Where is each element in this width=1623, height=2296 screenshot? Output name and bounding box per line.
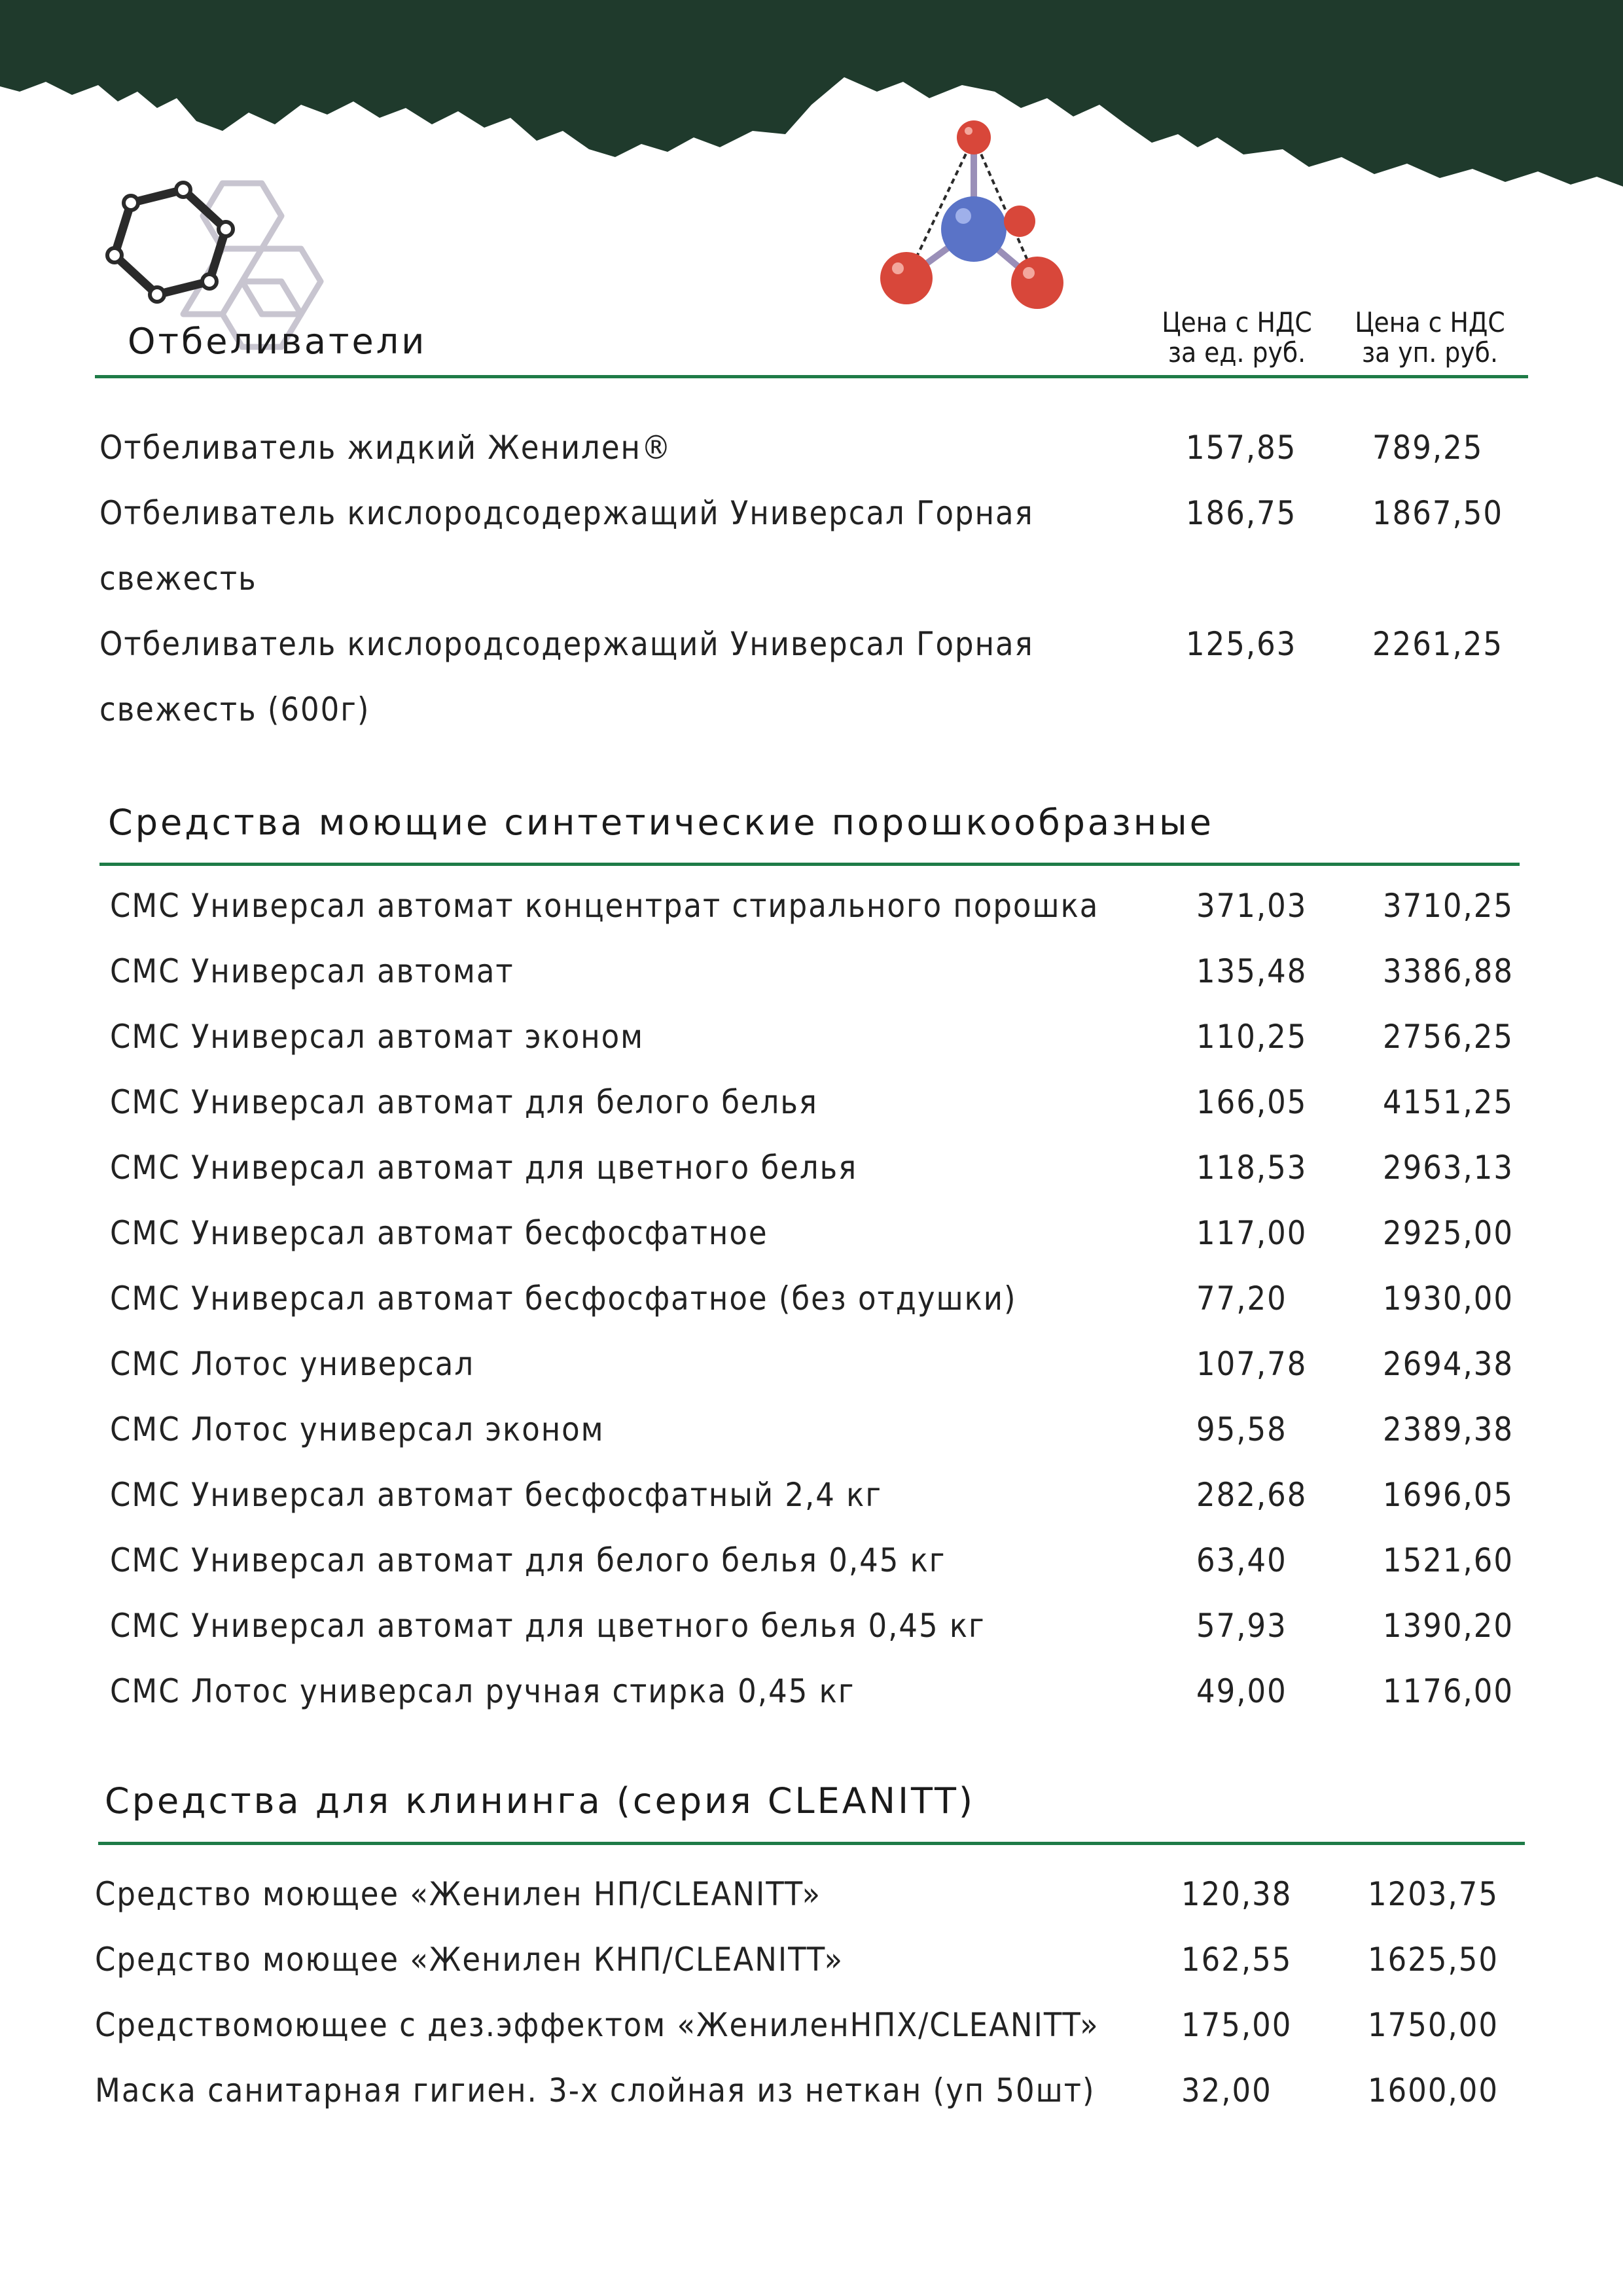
product-name: СМС Универсал автомат для белого белья 0,45 кг [110, 1541, 946, 1579]
unit-price: 282,68 [1196, 1476, 1308, 1514]
unit-price: 120,38 [1181, 1875, 1293, 1913]
pack-price: 1696,05 [1383, 1476, 1514, 1514]
product-name: СМС Универсал автомат для цветного белья [110, 1149, 858, 1187]
section-divider [98, 1842, 1525, 1845]
pack-price: 1750,00 [1368, 2006, 1499, 2044]
unit-price: 157,85 [1186, 429, 1297, 467]
pack-price: 1521,60 [1383, 1541, 1514, 1579]
product-name: Отбеливатель кислородсодержащий Универсал Горная [99, 494, 1034, 532]
pack-price: 1390,20 [1383, 1607, 1514, 1645]
pack-price: 1625,50 [1368, 1941, 1499, 1979]
product-name: Средствомоющее с дез.эффектом «ЖениленНПХ/CLEANITT» [95, 2006, 1099, 2044]
product-name: Отбеливатель кислородсодержащий Универсал Горная [99, 625, 1034, 663]
unit-price: 175,00 [1181, 2006, 1293, 2044]
unit-price: 371,03 [1196, 887, 1308, 925]
product-name: Отбеливатель жидкий Женилен® [99, 429, 672, 467]
product-name: СМС Универсал автомат бесфосфатный 2,4 кг [110, 1476, 882, 1514]
product-name: Маска санитарная гигиен. 3-х слойная из неткан (уп 50шт) [95, 2072, 1096, 2109]
section-title-bleaches: Отбеливатели [128, 321, 427, 362]
unit-price: 49,00 [1196, 1672, 1287, 1710]
column-header-unit-price-line1: Цена с НДС за ед. руб. [1162, 306, 1312, 368]
product-name: Средство моющее «Женилен КНП/CLEANITT» [95, 1941, 844, 1979]
pack-price: 1176,00 [1383, 1672, 1514, 1710]
pack-price: 1930,00 [1383, 1280, 1514, 1318]
unit-price: 110,25 [1196, 1018, 1308, 1056]
product-name: СМС Универсал автомат эконом [110, 1018, 645, 1056]
column-header-unit-price [1152, 308, 1322, 368]
unit-price: 95,58 [1196, 1410, 1287, 1448]
unit-price: 186,75 [1186, 494, 1297, 532]
unit-price: 77,20 [1196, 1280, 1287, 1318]
product-name: СМС Универсал автомат бесфосфатное [110, 1214, 768, 1252]
pack-price: 1600,00 [1368, 2072, 1499, 2109]
column-header-pack-price-line1: Цена с НДС за уп. руб. [1355, 306, 1505, 368]
column-header-pack-price [1345, 308, 1515, 368]
product-name: СМС Универсал автомат для белого белья [110, 1083, 818, 1121]
unit-price: 63,40 [1196, 1541, 1287, 1579]
unit-price: 166,05 [1196, 1083, 1308, 1121]
product-name: СМС Универсал автомат концентрат стирального порошка [110, 887, 1099, 925]
unit-price: 162,55 [1181, 1941, 1293, 1979]
pack-price: 1867,50 [1372, 494, 1503, 532]
pack-price: 3386,88 [1383, 952, 1514, 990]
product-name: СМС Универсал автомат бесфосфатное (без отдушки) [110, 1280, 1017, 1318]
pack-price: 2694,38 [1383, 1345, 1514, 1383]
pack-price: 4151,25 [1383, 1083, 1514, 1121]
product-name-continuation: свежесть (600г) [99, 691, 370, 728]
unit-price: 125,63 [1186, 625, 1297, 663]
product-name: СМС Лотос универсал [110, 1345, 475, 1383]
pack-price: 1203,75 [1368, 1875, 1499, 1913]
product-name: СМС Универсал автомат для цветного белья 0,45 кг [110, 1607, 986, 1645]
pack-price: 3710,25 [1383, 887, 1514, 925]
section-divider [95, 375, 1528, 378]
pack-price: 2925,00 [1383, 1214, 1514, 1252]
unit-price: 117,00 [1196, 1214, 1308, 1252]
unit-price: 118,53 [1196, 1149, 1308, 1187]
unit-price: 57,93 [1196, 1607, 1287, 1645]
molecule-illustration [864, 111, 1080, 321]
section-title-powders: Средства моющие синтетические порошкообразные [108, 802, 1214, 843]
section-title-cleaning: Средства для клининга (серия CLEANITT) [105, 1780, 976, 1821]
product-name: СМС Лотос универсал ручная стирка 0,45 кг [110, 1672, 855, 1710]
product-name-continuation: свежесть [99, 560, 257, 598]
product-name: СМС Универсал автомат [110, 952, 514, 990]
unit-price: 107,78 [1196, 1345, 1308, 1383]
unit-price: 32,00 [1181, 2072, 1272, 2109]
product-name: СМС Лотос универсал эконом [110, 1410, 605, 1448]
product-name: Средство моющее «Женилен НП/CLEANITT» [95, 1875, 822, 1913]
pack-price: 2261,25 [1372, 625, 1503, 663]
pack-price: 2389,38 [1383, 1410, 1514, 1448]
pack-price: 2756,25 [1383, 1018, 1514, 1056]
unit-price: 135,48 [1196, 952, 1308, 990]
pack-price: 2963,13 [1383, 1149, 1514, 1187]
pack-price: 789,25 [1372, 429, 1484, 467]
section-divider [99, 863, 1520, 866]
